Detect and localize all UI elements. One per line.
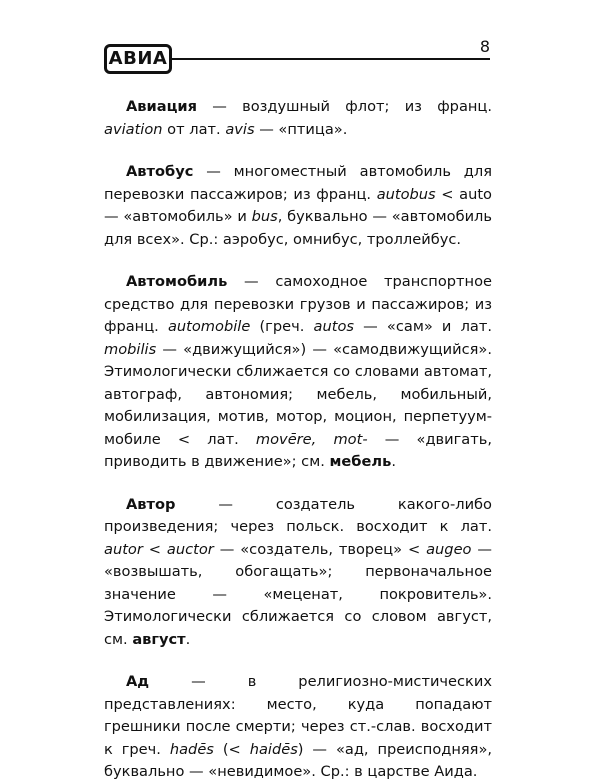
entry-headword: Авиация xyxy=(126,98,198,115)
entry-text: (< xyxy=(213,740,250,758)
foreign-word: automobile xyxy=(167,318,251,335)
foreign-word: movēre, mot- xyxy=(255,430,368,448)
foreign-word: avis xyxy=(225,120,255,138)
entry-text: от лат. xyxy=(162,120,226,138)
entry-text: . xyxy=(185,630,191,648)
foreign-word: hadēs xyxy=(169,740,214,758)
foreign-word: autobus xyxy=(376,185,436,203)
entry-text: ) — «ад, преисподняя», буквально — «невидимое». Ср.: в царстве Аида. xyxy=(104,740,493,780)
entry-text: . xyxy=(391,453,396,470)
header-rule xyxy=(172,58,490,60)
entry-text: — воздушный флот; из франц. xyxy=(197,98,492,115)
cross-reference: август xyxy=(132,630,186,648)
dictionary-entry xyxy=(104,161,492,251)
entry-text: — «возвышать, обогащать»; первоначальное значение — «меценат, покровитель». Этимологически сближается со словом август, см. xyxy=(104,540,493,648)
foreign-word: augeo xyxy=(426,540,472,558)
dictionary-entries xyxy=(104,96,492,784)
entry-text: — многоместный автомобиль для перевозки пассажиров; из франц. xyxy=(104,163,492,203)
entry-text: — «сам» и лат. xyxy=(353,318,492,335)
dictionary-entry xyxy=(104,494,492,652)
section-label: АВИА xyxy=(108,48,168,69)
entry-text: — в религиозно-мистических представлениях: место, куда попадают грешники после смерти; через ст.-слав. восходит к греч. xyxy=(104,673,492,758)
entry-text: — «движущийся») — «самодвижущийся». Этимологически сближается со словами автомат, автограф, автономия; мебель, мобильный, мобилизация, мотив, мотор, моцион, перпетуум-мобиле < лат. xyxy=(104,340,492,448)
entry-text: , буквально — «автомобиль для всех». Ср.: аэробус, омнибус, троллейбус. xyxy=(104,208,492,248)
cross-reference: мебель xyxy=(329,453,392,470)
foreign-word: mobilis xyxy=(104,340,157,358)
entry-text: — «птица». xyxy=(254,120,348,138)
entry-headword: Автобус xyxy=(126,163,194,180)
dictionary-entry xyxy=(104,671,492,784)
entry-text: — «создатель, творец» < xyxy=(213,540,427,558)
dictionary-entry xyxy=(104,96,492,141)
foreign-word: bus xyxy=(251,208,278,225)
entry-headword: Автомобиль xyxy=(126,273,228,290)
entry-text: — самоходное транспортное средство для перевозки грузов и пассажиров; из франц. xyxy=(104,273,492,335)
foreign-word: aviation xyxy=(104,120,163,138)
page-number: 8 xyxy=(474,38,490,56)
page-header xyxy=(104,37,490,78)
foreign-word: auctor xyxy=(166,540,214,558)
entry-text: (греч. xyxy=(250,318,314,335)
foreign-word: haidēs xyxy=(249,740,298,758)
entry-headword: Ад xyxy=(126,673,150,690)
entry-headword: Автор xyxy=(126,495,176,513)
entry-text: — «двигать, приводить в движение»; см. xyxy=(104,430,492,470)
entry-text: — создатель какого-либо произведения; через польск. восходит к лат. xyxy=(104,495,492,535)
dictionary-entry xyxy=(104,271,492,474)
entry-text: < auto — «автомобиль» и xyxy=(104,185,492,225)
section-label-box xyxy=(104,44,172,74)
foreign-word: autor xyxy=(104,540,143,558)
entry-text: < xyxy=(142,540,167,558)
foreign-word: autos xyxy=(313,318,354,335)
